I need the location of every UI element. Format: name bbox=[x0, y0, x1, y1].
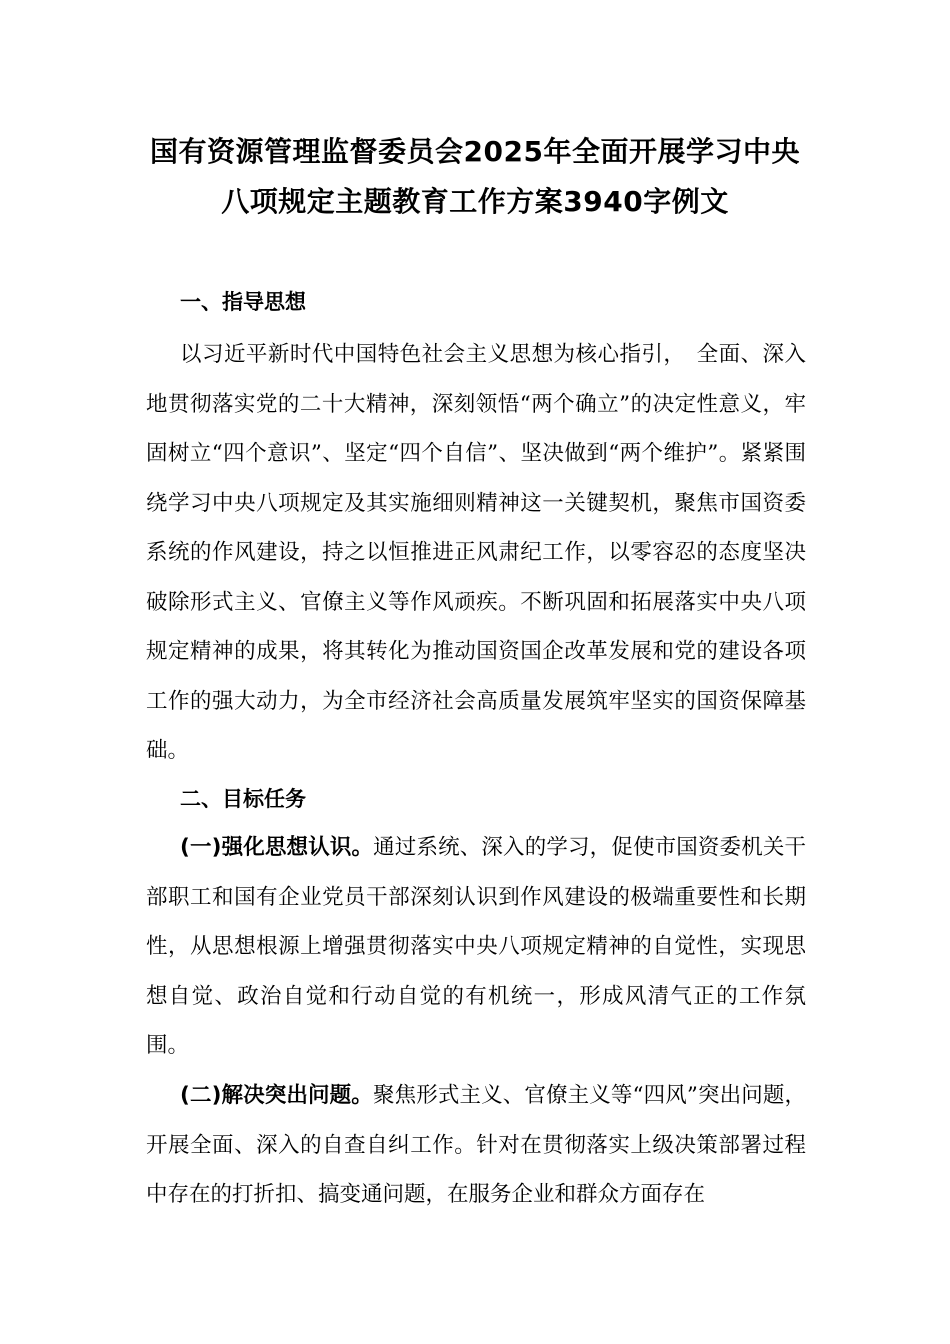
paragraph-guiding-ideology bbox=[146, 330, 806, 776]
paragraph-lead: (二)解决突出问题。 bbox=[180, 1083, 373, 1108]
document-title-line-1: 国有资源管理监督委员会2025年全面开展学习中央 bbox=[150, 135, 800, 168]
paragraph-solve-problems bbox=[146, 1071, 806, 1220]
paragraph-lead: (一)强化思想认识。 bbox=[180, 835, 374, 860]
paragraph-text: 聚焦形式主义、官僚主义等“四风”突出问题，开展全面、深入的自查自纠工作。针对在贯彻落实上级决策部署过程中存在的打折扣、搞变通问题，在服务企业和群众方面存在 bbox=[146, 1083, 806, 1207]
document-title-line-2: 八项规定主题教育工作方案3940字例文 bbox=[221, 185, 729, 218]
paragraph-text: 通过系统、深入的学习，促使市国资委机关干部职工和国有企业党员干部深刻认识到作风建设的极端重要性和长期性，从思想根源上增强贯彻落实中央八项规定精神的自觉性，实现思想自觉、政治自觉和行动自觉的有机统一，形成风清气正的工作氛围。 bbox=[146, 835, 806, 1058]
paragraph-text: 以习近平新时代中国特色社会主义思想为核心指引， 全面、深入地贯彻落实党的二十大精神，深刻领悟“两个确立”的决定性意义，牢固树立“四个意识”、坚定“四个自信”、坚决做到“两个维护”。紧紧围绕学习中央八项规定及其实施细则精神这一关键契机，聚焦市国资委系统的作风建设，持之以恒推进正风肃纪工作，以零容忍的态度坚决破除形式主义、官僚主义等作风顽疾。不断巩固和拓展落实中央八项规定精神的成果，将其转化为推动国资国企改革发展和党的建设各项工作的强大动力，为全市经济社会高质量发展筑牢坚实的国资保障基础。 bbox=[146, 342, 806, 763]
section-heading-guiding-ideology: 一、指导思想 bbox=[180, 290, 306, 314]
paragraph-strengthen-awareness bbox=[146, 823, 806, 1071]
section-heading-goals-tasks: 二、目标任务 bbox=[180, 787, 306, 811]
